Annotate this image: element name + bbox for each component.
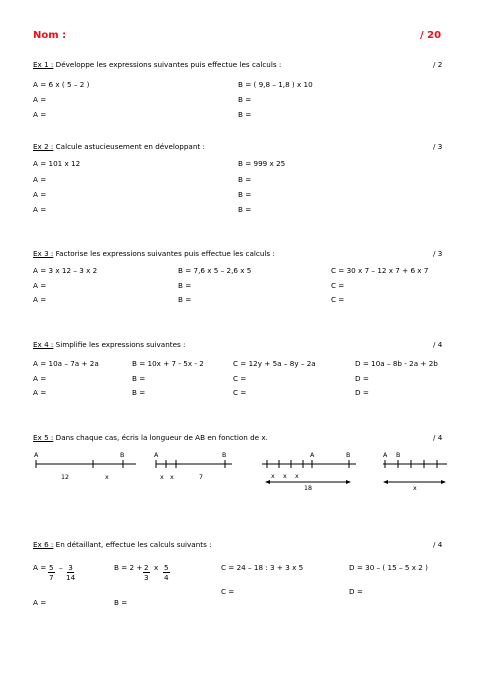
d2-label-7: 7 bbox=[199, 474, 204, 481]
d1-label-x: x bbox=[105, 474, 109, 481]
ex4-answer-c2: C = bbox=[233, 388, 247, 397]
ex4-answer-c1: C = bbox=[233, 374, 247, 383]
ex2-answer-a3: A = bbox=[33, 205, 47, 214]
ex1-points: / 2 bbox=[433, 60, 443, 69]
d1-label-a: A bbox=[34, 452, 39, 459]
ex4-answer-d2: D = bbox=[355, 388, 369, 397]
ex5-instruction: Dans chaque cas, écris la longueur de AB en fonction de x. bbox=[55, 433, 268, 442]
ex6-expr-a-prefix: A = bbox=[33, 563, 47, 572]
ex2-answer-b1: B = bbox=[238, 175, 252, 184]
ex4-answer-a1: A = bbox=[33, 374, 47, 383]
ex3-answer-b2: B = bbox=[178, 295, 192, 304]
d2-label-x1: x bbox=[160, 474, 164, 481]
ex6-heading bbox=[33, 540, 212, 549]
ex6-a-fraction-2 bbox=[66, 563, 75, 582]
d3-label-x3: x bbox=[295, 473, 299, 480]
ex6-expr-b-prefix: B = 2 + bbox=[114, 563, 143, 572]
ex6-b-den1: 3 bbox=[144, 573, 149, 582]
ex6-a-den1: 7 bbox=[49, 573, 54, 582]
ex5-points: / 4 bbox=[433, 433, 443, 442]
ex6-title: Ex 6 : bbox=[33, 540, 54, 549]
ex6-expr-c: C = 24 – 18 : 3 + 3 x 5 bbox=[221, 563, 304, 572]
ex3-expr-a: A = 3 x 12 – 3 x 2 bbox=[33, 266, 98, 275]
d3-label-x1: x bbox=[271, 473, 275, 480]
ex2-expr-b: B = 999 x 25 bbox=[238, 159, 286, 168]
ex6-a-num2: 3 bbox=[68, 563, 73, 572]
ex6-points: / 4 bbox=[433, 540, 443, 549]
ex4-expr-a: A = 10a – 7a + 2a bbox=[33, 359, 99, 368]
nom-label: Nom : bbox=[33, 30, 67, 41]
ex6-b-den2: 4 bbox=[164, 573, 169, 582]
d3-label-a: A bbox=[310, 452, 315, 459]
ex1-answer-b2: B = bbox=[238, 110, 252, 119]
ex4-answer-b1: B = bbox=[132, 374, 146, 383]
ex3-expr-b: B = 7,6 x 5 – 2,6 x 5 bbox=[178, 266, 252, 275]
ex3-instruction: Factorise les expressions suivantes puis effectue les calculs : bbox=[55, 249, 275, 258]
d3-label-18: 18 bbox=[304, 485, 313, 492]
ex3-answer-a1: A = bbox=[33, 281, 47, 290]
ex3-answer-a2: A = bbox=[33, 295, 47, 304]
d4-label-x: x bbox=[413, 485, 417, 492]
ex6-answer-d: D = bbox=[349, 587, 363, 596]
ex6-a-den2: 14 bbox=[66, 573, 76, 582]
ex4-expr-b: B = 10x + 7 - 5x - 2 bbox=[132, 359, 204, 368]
ex2-answer-b3: B = bbox=[238, 205, 252, 214]
ex1-expr-b: B = ( 9,8 – 1,8 ) x 10 bbox=[238, 80, 313, 89]
ex4-answer-a2: A = bbox=[33, 388, 47, 397]
ex1-answer-b1: B = bbox=[238, 95, 252, 104]
ex2-points: / 3 bbox=[433, 142, 443, 151]
d3-label-b: B bbox=[346, 452, 351, 459]
ex1-answer-a1: A = bbox=[33, 95, 47, 104]
d2-label-x2: x bbox=[170, 474, 174, 481]
d1-label-b: B bbox=[120, 452, 125, 459]
ex1-answer-a2: A = bbox=[33, 110, 47, 119]
ex1-expr-a: A = 6 x ( 5 – 2 ) bbox=[33, 80, 90, 89]
d3-label-x2: x bbox=[283, 473, 287, 480]
ex6-a-num1: 5 bbox=[49, 563, 54, 572]
ex6-b-num1: 2 bbox=[144, 563, 149, 572]
d4-label-a: A bbox=[383, 452, 388, 459]
ex6-instruction: En détaillant, effectue les calculs suivants : bbox=[55, 540, 212, 549]
ex6-expr-d: D = 30 – ( 15 – 5 x 2 ) bbox=[349, 563, 428, 572]
ex4-instruction: Simplifie les expressions suivantes : bbox=[55, 340, 186, 349]
ex2-answer-a2: A = bbox=[33, 190, 47, 199]
ex3-answer-b1: B = bbox=[178, 281, 192, 290]
ex5-title: Ex 5 : bbox=[33, 433, 54, 442]
ex6-b-fraction-2 bbox=[163, 563, 170, 582]
ex3-title: Ex 3 : bbox=[33, 249, 54, 258]
ex6-b-operator: x bbox=[154, 563, 159, 572]
ex4-points: / 4 bbox=[433, 340, 443, 349]
ex2-answer-b2: B = bbox=[238, 190, 252, 199]
ex3-expr-c: C = 30 x 7 – 12 x 7 + 6 x 7 bbox=[331, 266, 429, 275]
ex6-a-fraction-1 bbox=[48, 563, 55, 582]
ex2-expr-a: A = 101 x 12 bbox=[33, 159, 81, 168]
ex2-answer-a1: A = bbox=[33, 175, 47, 184]
ex6-answer-b: B = bbox=[114, 598, 128, 607]
ex4-answer-d1: D = bbox=[355, 374, 369, 383]
d2-label-b: B bbox=[222, 452, 227, 459]
total-score: / 20 bbox=[420, 30, 442, 41]
ex2-instruction: Calcule astucieusement en développant : bbox=[55, 142, 205, 151]
ex3-answer-c2: C = bbox=[331, 295, 345, 304]
ex6-a-operator: – bbox=[59, 563, 63, 572]
d1-label-12: 12 bbox=[61, 474, 70, 481]
ex4-expr-d: D = 10a – 8b - 2a + 2b bbox=[355, 359, 438, 368]
ex4-expr-c: C = 12y + 5a – 8y – 2a bbox=[233, 359, 316, 368]
ex3-answer-c1: C = bbox=[331, 281, 345, 290]
ex1-title: Ex 1 : bbox=[33, 60, 54, 69]
ex4-title: Ex 4 : bbox=[33, 340, 54, 349]
d4-label-b: B bbox=[396, 452, 401, 459]
d2-label-a: A bbox=[154, 452, 159, 459]
ex4-answer-b2: B = bbox=[132, 388, 146, 397]
ex6-b-num2: 5 bbox=[164, 563, 169, 572]
ex3-points: / 3 bbox=[433, 249, 443, 258]
ex6-answer-a: A = bbox=[33, 598, 47, 607]
ex1-instruction: Développe les expressions suivantes puis effectue les calculs : bbox=[55, 60, 282, 69]
ex6-answer-c: C = bbox=[221, 587, 235, 596]
ex2-title: Ex 2 : bbox=[33, 142, 54, 151]
ex6-b-fraction-1 bbox=[143, 563, 150, 582]
